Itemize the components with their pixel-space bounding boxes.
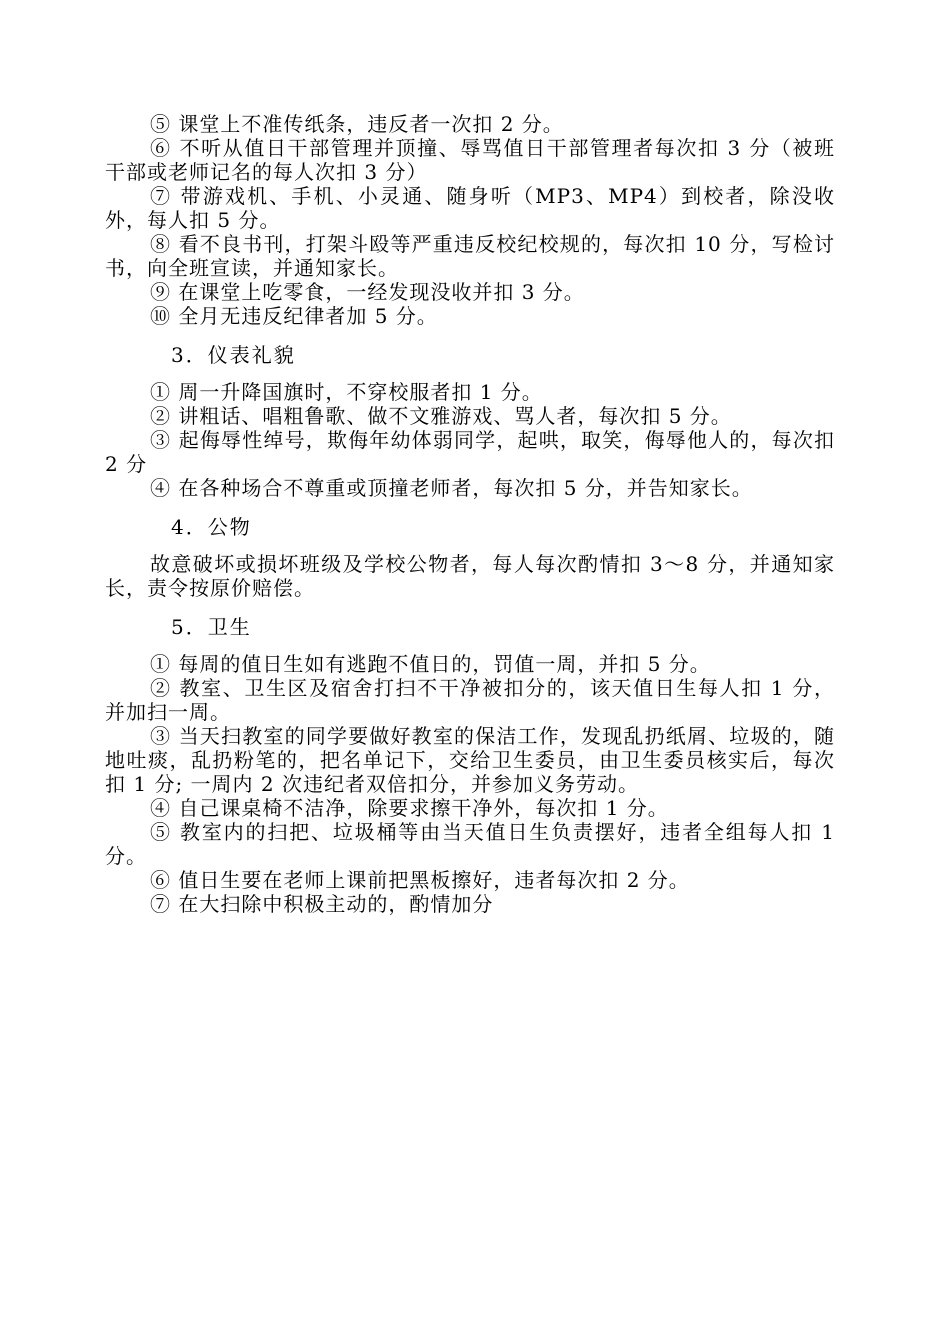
- rule-item: ⑨ 在课堂上吃零食，一经发现没收并扣 3 分。: [150, 280, 585, 304]
- rule-item: ④ 在各种场合不尊重或顶撞老师者，每次扣 5 分，并告知家长。: [150, 476, 753, 500]
- rule-item: ⑤ 教室内的扫把、垃圾桶等由当天值日生负责摆好，违者全组每人扣 1 分。: [105, 820, 835, 868]
- rule-item: ② 教室、卫生区及宿舍打扫不干净被扣分的，该天值日生每人扣 1 分，并加扫一周。: [105, 676, 835, 724]
- rule-item: ③ 起侮辱性绰号，欺侮年幼体弱同学，起哄，取笑，侮辱他人的，每次扣 2 分: [105, 428, 835, 476]
- rule-item: ⑤ 课堂上不准传纸条，违反者一次扣 2 分。: [150, 112, 564, 136]
- section-heading: 4．公物: [171, 515, 252, 539]
- rule-item: ② 讲粗话、唱粗鲁歌、做不文雅游戏、骂人者，每次扣 5 分。: [150, 404, 732, 428]
- rule-item: ⑩ 全月无违反纪律者加 5 分。: [150, 304, 438, 328]
- rule-item: ⑦ 带游戏机、手机、小灵通、随身听（MP3、MP4）到校者，除没收外，每人扣 5 分。: [105, 184, 835, 232]
- rule-item: ③ 当天扫教室的同学要做好教室的保洁工作，发现乱扔纸屑、垃圾的，随地吐痰，乱扔粉笔的，把名单记下，交给卫生委员，由卫生委员核实后，每次扣 1 分; 一周内 2 次违纪者双倍扣分，并参加义务劳动。: [105, 724, 835, 796]
- rule-item: ⑧ 看不良书刊，打架斗殴等严重违反校纪校规的，每次扣 10 分，写检讨书，向全班宣读，并通知家长。: [105, 232, 835, 280]
- rule-item: ④ 自己课桌椅不洁净，除要求擦干净外，每次扣 1 分。: [150, 796, 669, 820]
- rule-item: ① 周一升降国旗时，不穿校服者扣 1 分。: [150, 380, 543, 404]
- rule-item: ⑥ 不听从值日干部管理并顶撞、辱骂值日干部管理者每次扣 3 分（被班干部或老师记名的每人次扣 3 分）: [105, 136, 835, 184]
- section-heading: 5．卫生: [171, 615, 252, 639]
- rule-item: ⑥ 值日生要在老师上课前把黑板擦好，违者每次扣 2 分。: [150, 868, 690, 892]
- rule-item: ① 每周的值日生如有逃跑不值日的，罚值一周，并扣 5 分。: [150, 652, 711, 676]
- section-heading: 3．仪表礼貌: [171, 343, 296, 367]
- document-page: [105, 112, 835, 916]
- rule-item: 故意破坏或损坏班级及学校公物者，每人每次酌情扣 3～8 分，并通知家长，责令按原价赔偿。: [105, 552, 835, 600]
- rule-item: ⑦ 在大扫除中积极主动的，酌情加分: [150, 892, 494, 916]
